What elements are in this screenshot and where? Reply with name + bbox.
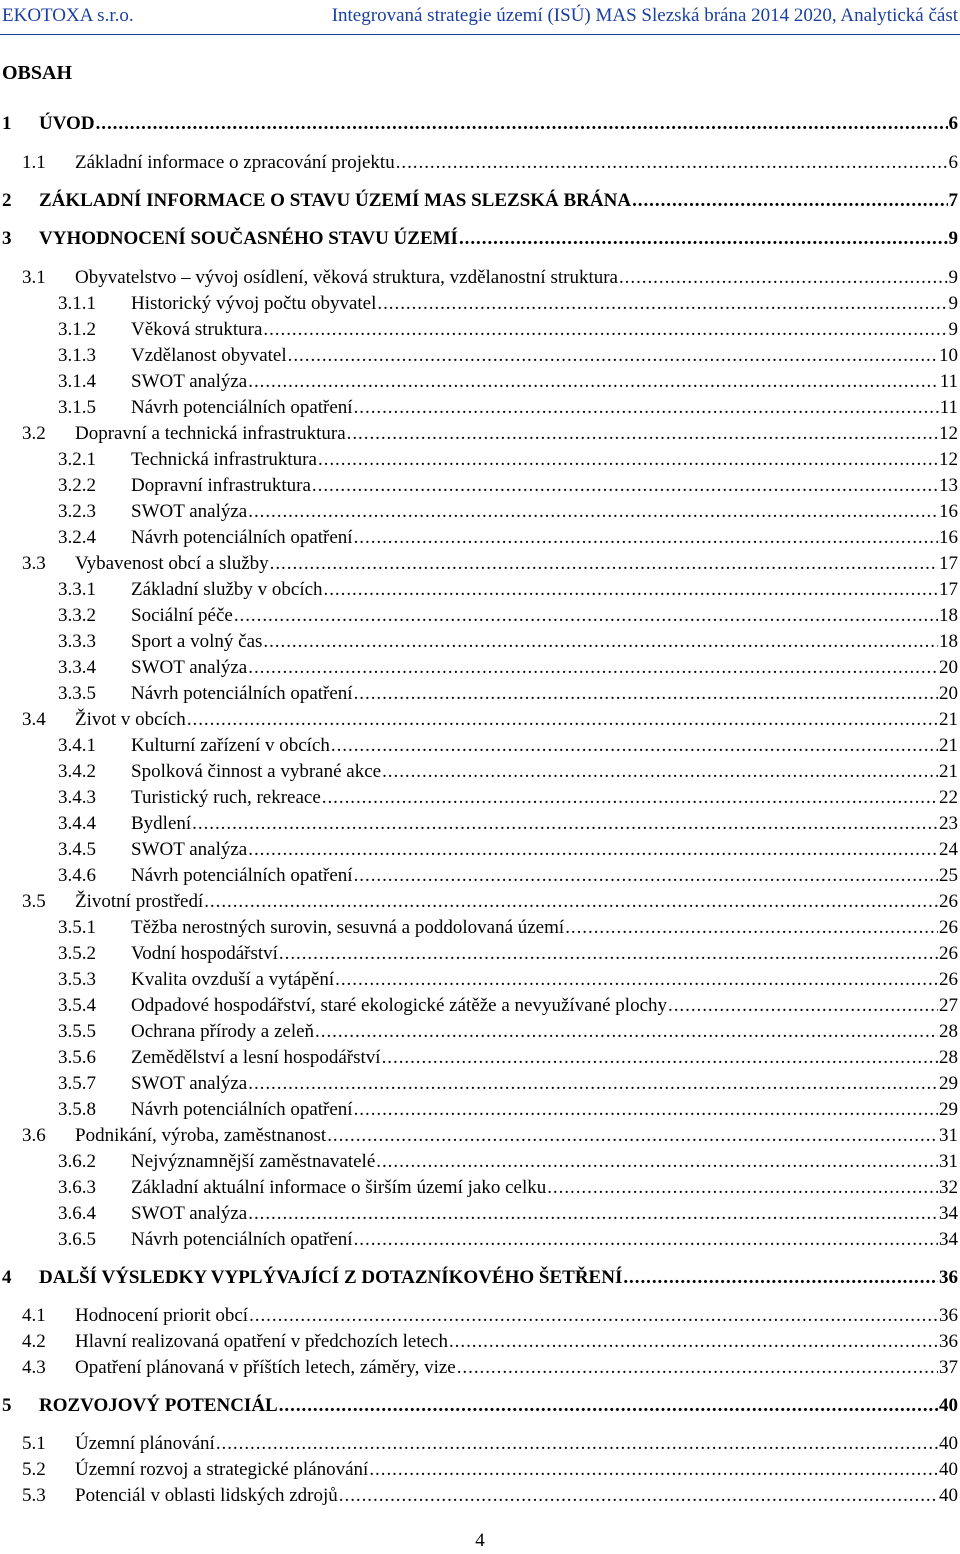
toc-entry-page: 40 — [939, 1395, 958, 1416]
dot-leader — [382, 761, 938, 783]
toc-entry-number: 5.1 — [22, 1433, 46, 1454]
dot-leader — [192, 813, 938, 835]
toc-entry-page: 26 — [939, 943, 958, 964]
toc-entry[interactable] — [22, 423, 958, 449]
dot-leader — [318, 449, 938, 471]
toc-entry-title: Dopravní a technická infrastruktura — [75, 423, 346, 444]
toc-entry[interactable] — [58, 1073, 958, 1099]
toc-entry-page: 21 — [939, 735, 958, 756]
toc-entry-number: 2 — [2, 190, 12, 211]
toc-entry-title: Sport a volný čas — [131, 631, 263, 652]
toc-entry-page: 18 — [939, 631, 958, 652]
toc-entry-number: 3.1.1 — [58, 293, 96, 314]
page-number: 4 — [475, 1530, 485, 1551]
dot-leader — [354, 1229, 938, 1251]
toc-entry[interactable] — [58, 1203, 958, 1229]
toc-entry[interactable] — [58, 683, 958, 709]
toc-entry[interactable] — [58, 397, 958, 423]
toc-entry[interactable] — [58, 579, 958, 605]
toc-entry-title: Návrh potenciálních opatření — [131, 865, 353, 886]
toc-entry-number: 3.2.4 — [58, 527, 96, 548]
dot-leader — [322, 787, 938, 809]
toc-entry-number: 3.5.3 — [58, 969, 96, 990]
header-rule — [0, 34, 960, 35]
toc-entry[interactable] — [22, 152, 958, 178]
toc-entry[interactable] — [58, 657, 958, 683]
toc-entry-page: 12 — [939, 449, 958, 470]
toc-entry-number: 1.1 — [22, 152, 46, 173]
header-company: EKOTOXA s.r.o. — [2, 5, 134, 26]
toc-entry-title: Odpadové hospodářství, staré ekologické zátěže a nevyužívané plochy — [131, 995, 668, 1016]
toc-entry-page: 17 — [939, 553, 958, 574]
toc-entry-number: 4.1 — [22, 1305, 46, 1326]
toc-entry[interactable] — [58, 917, 958, 943]
toc-entry-title: Návrh potenciálních opatření — [131, 683, 353, 704]
toc-entry-title: Vybavenost obcí a služby — [75, 553, 269, 574]
toc-entry[interactable] — [58, 345, 958, 371]
toc-entry-page: 9 — [948, 293, 958, 314]
toc-entry-number: 4.2 — [22, 1331, 46, 1352]
toc-entry-page: 9 — [948, 267, 958, 288]
toc-entry-number: 3.3.3 — [58, 631, 96, 652]
toc-entry[interactable] — [22, 709, 958, 735]
dot-leader — [547, 1177, 938, 1199]
dot-leader — [270, 553, 938, 575]
toc-entry-title: Bydlení — [131, 813, 192, 834]
toc-entry[interactable] — [2, 1395, 958, 1421]
toc-entry[interactable] — [22, 1331, 958, 1357]
toc-entry-page: 36 — [939, 1305, 958, 1326]
toc-entry[interactable] — [22, 1125, 958, 1151]
toc-entry-page: 34 — [939, 1203, 958, 1224]
toc-entry-number: 3.4.1 — [58, 735, 96, 756]
toc-entry-page: 11 — [939, 371, 958, 392]
dot-leader — [331, 735, 938, 757]
toc-entry-page: 36 — [939, 1267, 958, 1288]
toc-entry[interactable] — [2, 113, 958, 139]
toc-entry-title: Těžba nerostných surovin, sesuvná a poddolovaná území — [131, 917, 565, 938]
toc-entry-title: Potenciál v oblasti lidských zdrojů — [75, 1485, 338, 1506]
toc-entry-page: 26 — [939, 969, 958, 990]
toc-entry-title: Opatření plánovaná v příštích letech, záměry, vize — [75, 1357, 456, 1378]
toc-entry-page: 25 — [939, 865, 958, 886]
toc-entry-page: 16 — [939, 527, 958, 548]
dot-leader — [619, 267, 948, 289]
toc-entry[interactable] — [58, 735, 958, 761]
toc-entry-page: 37 — [939, 1357, 958, 1378]
toc-entry-page: 18 — [939, 605, 958, 626]
toc-entry[interactable] — [22, 1357, 958, 1383]
toc-entry-page: 10 — [939, 345, 958, 366]
toc-entry[interactable] — [58, 449, 958, 475]
toc-entry[interactable] — [58, 995, 958, 1021]
toc-entry-title: Územní rozvoj a strategické plánování — [75, 1459, 369, 1480]
toc-entry-page: 36 — [939, 1331, 958, 1352]
toc-entry-title: Návrh potenciálních opatření — [131, 1229, 353, 1250]
toc-entry-page: 40 — [939, 1433, 958, 1454]
dot-leader — [187, 709, 938, 731]
toc-entry-page: 20 — [939, 683, 958, 704]
toc-entry-title: VYHODNOCENÍ SOUČASNÉHO STAVU ÚZEMÍ — [39, 228, 458, 249]
toc-entry[interactable] — [2, 1267, 958, 1293]
toc-entry-page: 20 — [939, 657, 958, 678]
toc-entry-number: 4 — [2, 1267, 12, 1288]
dot-leader — [249, 1305, 938, 1327]
dot-leader — [248, 371, 938, 393]
toc-entry[interactable] — [58, 527, 958, 553]
toc-entry-page: 29 — [939, 1073, 958, 1094]
dot-leader — [315, 1021, 938, 1043]
toc-entry-number: 3.4.6 — [58, 865, 96, 886]
toc-entry-number: 3.1.2 — [58, 319, 96, 340]
toc-entry-title: Obyvatelstvo – vývoj osídlení, věková struktura, vzdělanostní struktura — [75, 267, 618, 288]
toc-entry-page: 28 — [939, 1021, 958, 1042]
toc-entry-page: 6 — [948, 113, 958, 134]
toc-entry-title: Podnikání, výroba, zaměstnanost — [75, 1125, 327, 1146]
toc-entry[interactable] — [58, 1021, 958, 1047]
toc-entry[interactable] — [22, 267, 958, 293]
page-header — [0, 0, 960, 40]
toc-entry-title: Vzdělanost obyvatel — [131, 345, 287, 366]
toc-entry[interactable] — [22, 1433, 958, 1459]
toc-entry[interactable] — [58, 839, 958, 865]
toc-entry-page: 40 — [939, 1485, 958, 1506]
toc-entry-page: 26 — [939, 891, 958, 912]
dot-leader — [96, 113, 948, 135]
toc-entry-number: 3.3.1 — [58, 579, 96, 600]
toc-entry-title: Sociální péče — [131, 605, 233, 626]
dot-leader — [248, 839, 938, 861]
toc-entry[interactable] — [22, 1459, 958, 1485]
dot-leader — [369, 1459, 938, 1481]
toc-entry-title: SWOT analýza — [131, 501, 248, 522]
toc-entry-number: 3.1.3 — [58, 345, 96, 366]
toc-entry-number: 3.6 — [22, 1125, 46, 1146]
toc-entry-title: Návrh potenciálních opatření — [131, 527, 353, 548]
dot-leader — [377, 293, 947, 315]
toc-entry[interactable] — [2, 228, 958, 254]
dot-leader — [248, 501, 938, 523]
toc-title: OBSAH — [2, 62, 73, 84]
toc-entry-number: 3.5.5 — [58, 1021, 96, 1042]
toc-entry[interactable] — [58, 605, 958, 631]
toc-entry-number: 3.3 — [22, 553, 46, 574]
toc-entry-number: 3.5 — [22, 891, 46, 912]
toc-entry-title: SWOT analýza — [131, 1203, 248, 1224]
dot-leader — [234, 605, 938, 627]
toc-entry-number: 3.1.4 — [58, 371, 96, 392]
toc-entry-number: 3.5.1 — [58, 917, 96, 938]
toc-entry-title: Technická infrastruktura — [131, 449, 317, 470]
toc-entry[interactable] — [58, 501, 958, 527]
toc-entry-number: 3.5.8 — [58, 1099, 96, 1120]
toc-entry-number: 3.2.2 — [58, 475, 96, 496]
toc-entry-title: Životní prostředí — [75, 891, 204, 912]
toc-entry-page: 28 — [939, 1047, 958, 1068]
toc-entry-number: 3.3.4 — [58, 657, 96, 678]
toc-entry-number: 3.6.2 — [58, 1151, 96, 1172]
dot-leader — [327, 1125, 938, 1147]
toc-entry-number: 4.3 — [22, 1357, 46, 1378]
dot-leader — [632, 190, 947, 212]
toc-entry-title: ÚVOD — [39, 113, 95, 134]
toc-entry-title: Dopravní infrastruktura — [131, 475, 311, 496]
toc-entry-title: Kvalita ovzduší a vytápění — [131, 969, 335, 990]
toc-entry-number: 3.3.2 — [58, 605, 96, 626]
dot-leader — [279, 1395, 938, 1417]
toc-entry-number: 3.4.2 — [58, 761, 96, 782]
dot-leader — [324, 579, 938, 601]
toc-entry-title: SWOT analýza — [131, 1073, 248, 1094]
dot-leader — [335, 969, 938, 991]
header-document-title: Integrovaná strategie území (ISÚ) MAS Slezská brána 2014 2020, Analytická část — [331, 5, 958, 26]
dot-leader — [459, 228, 948, 250]
toc-entry[interactable] — [58, 761, 958, 787]
toc-entry[interactable] — [58, 1047, 958, 1073]
toc-entry-page: 11 — [939, 397, 958, 418]
dot-leader — [248, 1073, 938, 1095]
dot-leader — [248, 657, 938, 679]
toc-entry[interactable] — [58, 813, 958, 839]
toc-entry-number: 3.5.2 — [58, 943, 96, 964]
toc-entry-number: 3.4.3 — [58, 787, 96, 808]
dot-leader — [449, 1331, 938, 1353]
toc-entry[interactable] — [58, 969, 958, 995]
toc-entry-number: 3.6.5 — [58, 1229, 96, 1250]
toc-entry-number: 3.6.4 — [58, 1203, 96, 1224]
toc-entry-page: 27 — [939, 995, 958, 1016]
toc-entry-page: 31 — [939, 1151, 958, 1172]
toc-entry-title: SWOT analýza — [131, 657, 248, 678]
dot-leader — [339, 1485, 938, 1507]
dot-leader — [382, 1047, 938, 1069]
toc-entry[interactable] — [22, 891, 958, 917]
toc-entry[interactable] — [22, 553, 958, 579]
toc-entry-page: 17 — [939, 579, 958, 600]
toc-entry[interactable] — [58, 371, 958, 397]
dot-leader — [248, 1203, 938, 1225]
toc-entry-number: 5.3 — [22, 1485, 46, 1506]
toc-entry-title: Ochrana přírody a zeleň — [131, 1021, 315, 1042]
dot-leader — [354, 397, 939, 419]
toc-entry[interactable] — [58, 1229, 958, 1255]
toc-entry-title: Hodnocení priorit obcí — [75, 1305, 249, 1326]
dot-leader — [216, 1433, 938, 1455]
toc-entry-title: Hlavní realizovaná opatření v předchozích letech — [75, 1331, 448, 1352]
toc-entry-number: 3.1 — [22, 267, 46, 288]
toc-entry[interactable] — [58, 787, 958, 813]
toc-entry[interactable] — [58, 943, 958, 969]
toc-entry-title: Základní služby v obcích — [131, 579, 323, 600]
toc-entry-number: 1 — [2, 113, 12, 134]
toc-entry-page: 9 — [948, 319, 958, 340]
toc-entry-page: 31 — [939, 1125, 958, 1146]
toc-entry-title: Život v obcích — [75, 709, 186, 730]
dot-leader — [288, 345, 938, 367]
toc-entry[interactable] — [22, 1485, 958, 1511]
toc-entry-page: 40 — [939, 1459, 958, 1480]
toc-entry[interactable] — [58, 865, 958, 891]
toc-entry-title: Zemědělství a lesní hospodářství — [131, 1047, 381, 1068]
dot-leader — [565, 917, 938, 939]
toc-entry-number: 5 — [2, 1395, 12, 1416]
toc-entry-page: 9 — [948, 228, 958, 249]
toc-entry-page: 26 — [939, 917, 958, 938]
dot-leader — [457, 1357, 938, 1379]
toc-entry-title: Základní aktuální informace o širším území jako celku — [131, 1177, 547, 1198]
toc-entry-page: 29 — [939, 1099, 958, 1120]
toc-entry-page: 21 — [939, 709, 958, 730]
toc-entry-page: 16 — [939, 501, 958, 522]
toc-entry-page: 21 — [939, 761, 958, 782]
toc-entry[interactable] — [58, 631, 958, 657]
toc-entry-title: SWOT analýza — [131, 839, 248, 860]
toc-entry[interactable] — [58, 1099, 958, 1125]
toc-entry-title: ZÁKLADNÍ INFORMACE O STAVU ÚZEMÍ MAS SLEZSKÁ BRÁNA — [39, 190, 632, 211]
toc-entry-number: 3.5.7 — [58, 1073, 96, 1094]
toc-entry-title: Turistický ruch, rekreace — [131, 787, 321, 808]
dot-leader — [354, 527, 938, 549]
toc-entry-page: 6 — [948, 152, 958, 173]
toc-entry-number: 3.4.5 — [58, 839, 96, 860]
toc-entry-title: Historický vývoj počtu obyvatel — [131, 293, 377, 314]
dot-leader — [376, 1151, 938, 1173]
toc-entry-number: 3.4 — [22, 709, 46, 730]
toc-entry-title: DALŠÍ VÝSLEDKY VYPLÝVAJÍCÍ Z DOTAZNÍKOVÉHO ŠETŘENÍ — [39, 1267, 623, 1288]
toc-entry-number: 3.2.1 — [58, 449, 96, 470]
toc-entry-page: 7 — [948, 190, 958, 211]
dot-leader — [263, 319, 947, 341]
dot-leader — [623, 1267, 938, 1289]
toc-entry-number: 3.5.4 — [58, 995, 96, 1016]
toc-entry-page: 23 — [939, 813, 958, 834]
dot-leader — [354, 683, 938, 705]
toc-entry-number: 3.2.3 — [58, 501, 96, 522]
toc-entry-title: Návrh potenciálních opatření — [131, 1099, 353, 1120]
toc-entry[interactable] — [58, 475, 958, 501]
toc-entry-title: Nejvýznamnější zaměstnavatelé — [131, 1151, 376, 1172]
toc-entry-page: 34 — [939, 1229, 958, 1250]
toc-entry-title: Spolková činnost a vybrané akce — [131, 761, 382, 782]
toc-entry-title: Návrh potenciálních opatření — [131, 397, 353, 418]
toc-entry-title: Vodní hospodářství — [131, 943, 278, 964]
toc-entry-number: 3.1.5 — [58, 397, 96, 418]
toc-entry-number: 3 — [2, 228, 12, 249]
dot-leader — [204, 891, 938, 913]
dot-leader — [668, 995, 938, 1017]
toc-entry-title: Věková struktura — [131, 319, 263, 340]
toc-entry-title: Kulturní zařízení v obcích — [131, 735, 330, 756]
toc-entry-title: SWOT analýza — [131, 371, 248, 392]
toc-entry[interactable] — [58, 1151, 958, 1177]
toc-entry[interactable] — [2, 190, 958, 216]
toc-entry-number: 3.6.3 — [58, 1177, 96, 1198]
dot-leader — [354, 1099, 938, 1121]
toc-entry-page: 32 — [939, 1177, 958, 1198]
toc-entry-page: 24 — [939, 839, 958, 860]
toc-entry-number: 3.3.5 — [58, 683, 96, 704]
toc-entry-title: Základní informace o zpracování projektu — [75, 152, 395, 173]
dot-leader — [263, 631, 938, 653]
dot-leader — [396, 152, 948, 174]
dot-leader — [312, 475, 938, 497]
dot-leader — [279, 943, 938, 965]
toc-entry-page: 22 — [939, 787, 958, 808]
toc-entry[interactable] — [22, 1305, 958, 1331]
toc-entry-number: 3.4.4 — [58, 813, 96, 834]
toc-entry-number: 3.5.6 — [58, 1047, 96, 1068]
toc-entry-number: 5.2 — [22, 1459, 46, 1480]
toc-entry-title: Územní plánování — [75, 1433, 215, 1454]
toc-entry-title: ROZVOJOVÝ POTENCIÁL — [39, 1395, 278, 1416]
dot-leader — [347, 423, 938, 445]
toc-entry[interactable] — [58, 293, 958, 319]
toc-entry[interactable] — [58, 319, 958, 345]
toc-entry-page: 12 — [939, 423, 958, 444]
toc-entry-number: 3.2 — [22, 423, 46, 444]
dot-leader — [354, 865, 938, 887]
toc-entry-page: 13 — [939, 475, 958, 496]
toc-entry[interactable] — [58, 1177, 958, 1203]
